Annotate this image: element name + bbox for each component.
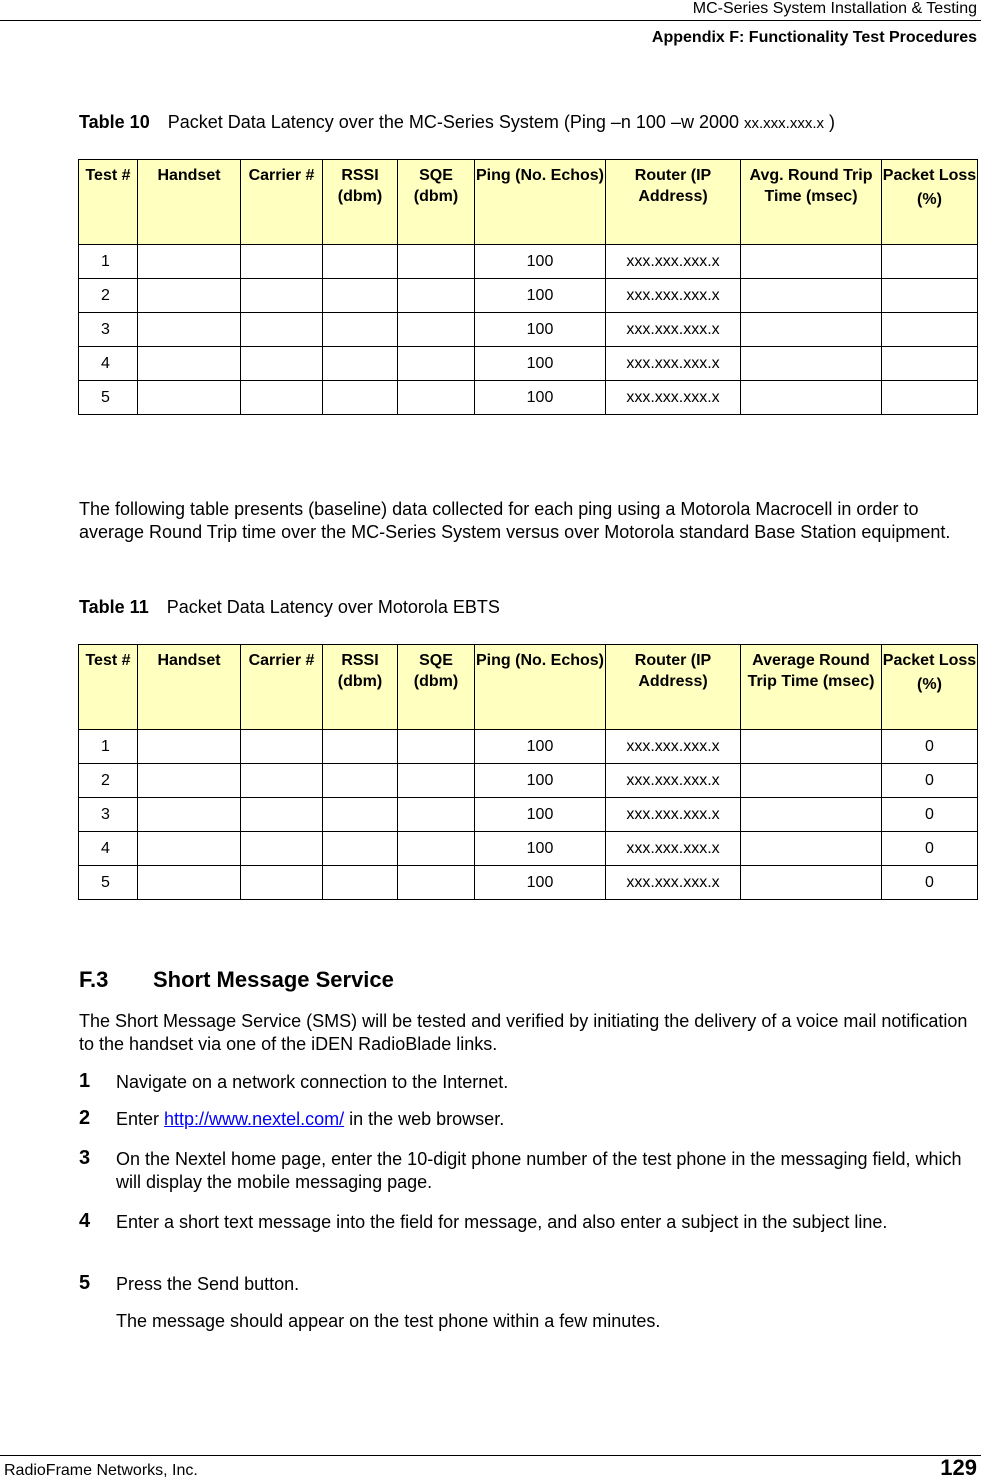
step-number: 2 <box>79 1107 91 1129</box>
step-text: Navigate on a network connection to the Internet. <box>116 1072 509 1092</box>
step-number: 4 <box>79 1210 91 1232</box>
cell-loss <box>882 381 978 415</box>
cell-rssi <box>323 730 398 764</box>
col-header: Carrier # <box>241 160 323 245</box>
table10-label: Table 10 <box>79 112 150 132</box>
cell-router: xxx.xxx.xxx.x <box>606 832 741 866</box>
col-header: Handset <box>138 645 241 730</box>
cell-sqe <box>398 764 475 798</box>
cell-ping: 100 <box>475 245 606 279</box>
footer-company: RadioFrame Networks, Inc. <box>4 1462 198 1479</box>
cell-rtt <box>741 279 882 313</box>
col-header: Ping (No. Echos) <box>475 160 606 245</box>
col-header: Carrier # <box>241 645 323 730</box>
cell-ping: 100 <box>475 730 606 764</box>
cell-ping: 100 <box>475 279 606 313</box>
cell-loss: 0 <box>882 798 978 832</box>
cell-rtt <box>741 798 882 832</box>
cell-test: 1 <box>79 730 138 764</box>
table10-caption-end: ) <box>824 112 836 132</box>
cell-sqe <box>398 866 475 900</box>
cell-ping: 100 <box>475 798 606 832</box>
section-title: Short Message Service <box>153 967 394 992</box>
table10 <box>78 159 978 415</box>
cell-rssi <box>323 347 398 381</box>
cell-rtt <box>741 347 882 381</box>
cell-router: xxx.xxx.xxx.x <box>606 279 741 313</box>
cell-rtt <box>741 245 882 279</box>
cell-router: xxx.xxx.xxx.x <box>606 313 741 347</box>
cell-router: xxx.xxx.xxx.x <box>606 347 741 381</box>
cell-handset <box>138 245 241 279</box>
step-number: 5 <box>79 1272 91 1294</box>
cell-loss: 0 <box>882 832 978 866</box>
cell-router: xxx.xxx.xxx.x <box>606 798 741 832</box>
cell-loss: 0 <box>882 764 978 798</box>
col-header: SQE (dbm) <box>398 160 475 245</box>
col-header-packet-loss <box>882 645 978 730</box>
cell-sqe <box>398 798 475 832</box>
cell-ping: 100 <box>475 866 606 900</box>
table-row <box>79 866 978 900</box>
cell-rssi <box>323 798 398 832</box>
cell-handset <box>138 798 241 832</box>
step-number: 1 <box>79 1070 91 1092</box>
table11-label: Table 11 <box>79 597 149 617</box>
loss-unit: (%) <box>917 676 942 693</box>
cell-carrier <box>241 381 323 415</box>
cell-test: 5 <box>79 866 138 900</box>
cell-handset <box>138 764 241 798</box>
cell-handset <box>138 832 241 866</box>
col-header: Test # <box>79 645 138 730</box>
cell-handset <box>138 866 241 900</box>
table10-caption-main: Packet Data Latency over the MC-Series System (Ping –n 100 –w 2000 <box>167 112 744 132</box>
cell-handset <box>138 279 241 313</box>
cell-test: 5 <box>79 381 138 415</box>
cell-carrier <box>241 245 323 279</box>
step-text-after: in the web browser. <box>344 1109 505 1129</box>
col-header: Test # <box>79 160 138 245</box>
col-header: Router (IP Address) <box>606 160 741 245</box>
cell-router: xxx.xxx.xxx.x <box>606 381 741 415</box>
cell-test: 3 <box>79 313 138 347</box>
table10-header-row <box>79 160 978 245</box>
table-row <box>79 381 978 415</box>
cell-rssi <box>323 381 398 415</box>
cell-rssi <box>323 279 398 313</box>
cell-router: xxx.xxx.xxx.x <box>606 730 741 764</box>
cell-carrier <box>241 764 323 798</box>
cell-carrier <box>241 798 323 832</box>
cell-loss <box>882 347 978 381</box>
cell-sqe <box>398 381 475 415</box>
cell-rssi <box>323 866 398 900</box>
table11-caption-text: Packet Data Latency over Motorola EBTS <box>166 597 500 617</box>
cell-loss <box>882 245 978 279</box>
cell-test: 4 <box>79 832 138 866</box>
col-header: Avg. Round Trip Time (msec) <box>741 160 882 245</box>
cell-rssi <box>323 245 398 279</box>
step-text-before: Enter <box>116 1109 165 1129</box>
cell-rssi <box>323 832 398 866</box>
cell-loss <box>882 279 978 313</box>
col-header: RSSI (dbm) <box>323 160 398 245</box>
cell-rtt <box>741 866 882 900</box>
table10-caption <box>79 112 835 133</box>
cell-handset <box>138 313 241 347</box>
cell-test: 1 <box>79 245 138 279</box>
cell-carrier <box>241 866 323 900</box>
table-row <box>79 764 978 798</box>
cell-loss <box>882 313 978 347</box>
table11 <box>78 644 978 900</box>
col-header: Router (IP Address) <box>606 645 741 730</box>
running-header-title: MC-Series System Installation & Testing <box>692 0 977 17</box>
cell-ping: 100 <box>475 313 606 347</box>
cell-ping: 100 <box>475 347 606 381</box>
cell-handset <box>138 347 241 381</box>
intro-paragraph: The following table presents (baseline) data collected for each ping using a Motorola Macrocell in order to average Round Trip time over the MC-Series System versus over Motorola standard Base Station equipment. <box>79 499 951 542</box>
cell-router: xxx.xxx.xxx.x <box>606 866 741 900</box>
section-heading <box>79 967 394 993</box>
cell-rtt <box>741 764 882 798</box>
cell-rtt <box>741 730 882 764</box>
running-header-subtitle: Appendix F: Functionality Test Procedures <box>651 29 977 46</box>
col-header: RSSI (dbm) <box>323 645 398 730</box>
cell-carrier <box>241 313 323 347</box>
step-text: Press the Send button. <box>116 1274 300 1294</box>
cell-handset <box>138 381 241 415</box>
cell-router: xxx.xxx.xxx.x <box>606 764 741 798</box>
cell-test: 4 <box>79 347 138 381</box>
cell-test: 2 <box>79 764 138 798</box>
cell-router: xxx.xxx.xxx.x <box>606 245 741 279</box>
col-header: SQE (dbm) <box>398 645 475 730</box>
cell-sqe <box>398 832 475 866</box>
cell-sqe <box>398 347 475 381</box>
col-header: Average Round Trip Time (msec) <box>741 645 882 730</box>
col-header-packet-loss <box>882 160 978 245</box>
table-row <box>79 245 978 279</box>
cell-rtt <box>741 313 882 347</box>
cell-sqe <box>398 730 475 764</box>
cell-sqe <box>398 245 475 279</box>
table-row <box>79 832 978 866</box>
step-text: On the Nextel home page, enter the 10-digit phone number of the test phone in the messaging field, which will display the mobile messaging page. <box>116 1149 962 1192</box>
cell-carrier <box>241 832 323 866</box>
cell-rtt <box>741 381 882 415</box>
step-result: The message should appear on the test phone within a few minutes. <box>116 1311 661 1331</box>
table-row <box>79 798 978 832</box>
cell-rssi <box>323 313 398 347</box>
cell-rssi <box>323 764 398 798</box>
step-number: 3 <box>79 1147 91 1169</box>
step-text <box>116 1108 976 1131</box>
header-rule <box>0 20 981 21</box>
table-row <box>79 347 978 381</box>
cell-ping: 100 <box>475 381 606 415</box>
table11-caption <box>79 597 500 618</box>
cell-carrier <box>241 347 323 381</box>
section-intro: The Short Message Service (SMS) will be tested and verified by initiating the delivery of a voice mail notification to the handset via one of the iDEN RadioBlade links. <box>79 1011 968 1054</box>
cell-carrier <box>241 279 323 313</box>
cell-handset <box>138 730 241 764</box>
cell-loss: 0 <box>882 730 978 764</box>
loss-unit: (%) <box>917 191 942 208</box>
page-number: 129 <box>940 1455 977 1480</box>
step-text: Enter a short text message into the field for message, and also enter a subject in the subject line. <box>116 1212 888 1232</box>
cell-sqe <box>398 279 475 313</box>
col-header: Packet Loss <box>882 167 977 184</box>
cell-sqe <box>398 313 475 347</box>
table11-header-row <box>79 645 978 730</box>
table-row <box>79 313 978 347</box>
cell-test: 2 <box>79 279 138 313</box>
col-header: Packet Loss <box>882 652 977 669</box>
table10-caption-ip: xx.xxx.xxx.x <box>744 115 825 132</box>
cell-loss: 0 <box>882 866 978 900</box>
cell-rtt <box>741 832 882 866</box>
nextel-link[interactable]: http://www.nextel.com/ <box>164 1109 345 1129</box>
cell-test: 3 <box>79 798 138 832</box>
col-header: Ping (No. Echos) <box>475 645 606 730</box>
col-header: Handset <box>138 160 241 245</box>
table-row <box>79 279 978 313</box>
cell-carrier <box>241 730 323 764</box>
section-number: F.3 <box>79 967 109 992</box>
footer-rule <box>0 1455 981 1456</box>
cell-ping: 100 <box>475 832 606 866</box>
table-row <box>79 730 978 764</box>
cell-ping: 100 <box>475 764 606 798</box>
